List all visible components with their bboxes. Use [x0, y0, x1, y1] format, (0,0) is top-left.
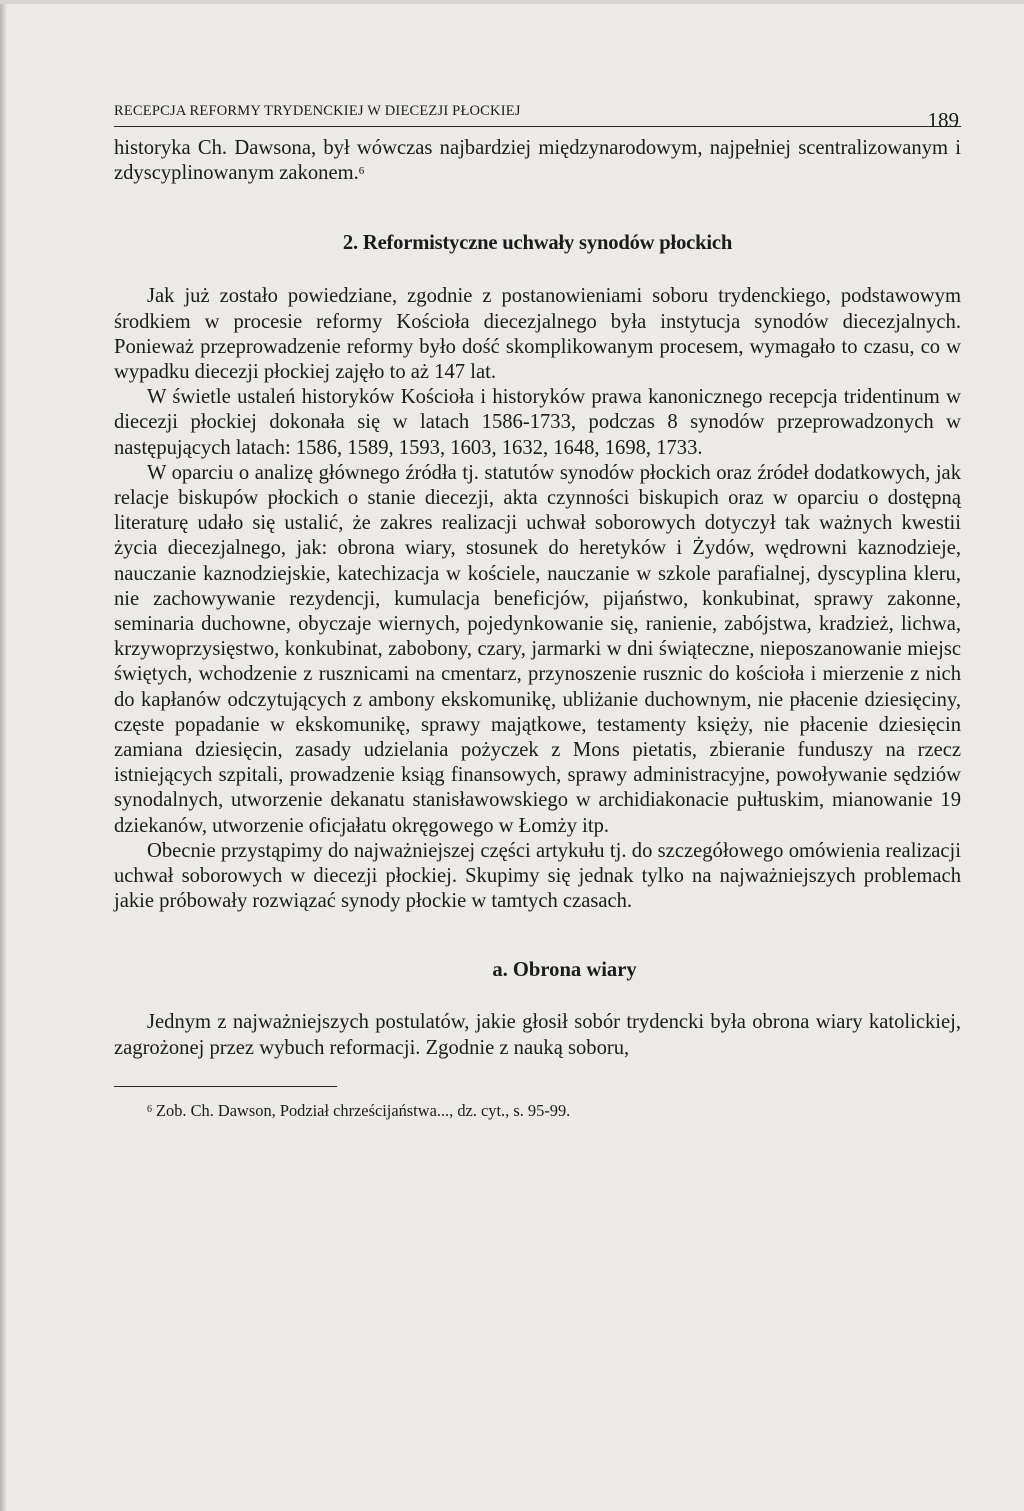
footnote-divider	[114, 1086, 337, 1087]
paragraph: W oparciu o analizę głównego źródła tj. statutów synodów płockich oraz źródeł dodatkowych, jak relacje biskupów płockich o stanie diecezji, akta czynności biskupich oraz w oparciu o dostępną literaturę udało się ustalić, że zakres realizacji uchwał soborowych dotyczył tak ważnych kwestii życia diecezjalnego, jak: obrona wiary, stosunek do heretyków i Żydów, wędrowni kaznodzieje, nauczanie kaznodziejskie, katechizacja w kościele, nauczanie w szkole parafialnej, dyscyplina kleru, nie zachowywanie rezydencji, kumulacja beneficjów, pijaństwo, konkubinat, sprawy zakonne, seminaria duchowne, obyczaje wiernych, pojedynkowanie się, ranienie, zabójstwa, kradzież, lichwa, krzywoprzysięstwo, konkubinat, zabobony, czary, jarmarki w dni świąteczne, nieposzanowanie miejsc świętych, wchodzenie z rusznicami na cmentarz, przynoszenie rusznic do kościoła i mierzenie z nich do kapłanów odczytujących z ambony ekskomunikę, ubliżanie duchownym, nie płacenie dziesięciny, częste popadanie w ekskomunikę, sprawy majątkowe, testamenty księży, nie płacenie dziesięcin zamiana dziesięcin, zasady udzielania pożyczek z Mons pietatis, zbieranie funduszy na rzecz istniejących szpitali, prowadzenie ksiąg finansowych, sprawy administracyjne, powoływanie sędziów synodalnych, utworzenie dekanatu stanisławowskiego w archidiakonacie pułtuskim, mianowanie 19 dziekanów, utworzenie oficjałatu okręgowego w Łomży itp.	[114, 461, 961, 837]
paragraph-intro	[114, 136, 961, 186]
subsection-heading: a. Obrona wiary	[492, 959, 637, 982]
paragraph: W świetle ustaleń historyków Kościoła i historyków prawa kanonicznego recepcja tridentinum w diecezji płockiej dokonała się w latach 1586-1733, podczas 8 synodów przeprowadzonych w następujących latach: 1586, 1589, 1593, 1603, 1632, 1648, 1698, 1733.	[114, 386, 961, 459]
running-header	[114, 90, 961, 132]
scan-edge	[0, 0, 6, 1511]
body-text	[114, 136, 961, 1061]
footnote-text: Zob. Ch. Dawson, Podział chrześcijaństwa..., dz. cyt., s. 95-99.	[156, 1100, 571, 1120]
footnote-reference: 6	[358, 165, 365, 178]
paragraph: Jednym z najważniejszych postulatów, jakie głosił sobór trydencki była obrona wiary katolickiej, zagrożonej przez wybuch reformacji. Zgodnie z nauką soboru,	[114, 1011, 961, 1059]
paragraph: Obecnie przystąpimy do najważniejszej części artykułu tj. do szczegółowego omówienia realizacji uchwał soborowych w diecezji płockiej. Skupimy się jednak tylko na najważniejszych problemach jakie próbowały rozwiązać synody płockie w tamtych czasach.	[114, 839, 961, 913]
scan-edge-top	[0, 0, 1024, 4]
book-page	[114, 90, 961, 1121]
footnote	[114, 1101, 961, 1121]
paragraph: Jak już zostało powiedziane, zgodnie z postanowieniami soboru trydenckiego, podstawowym środkiem w procesie reformy Kościoła diecezjalnego była instytucja synodów diecezjalnych. Ponieważ przeprowadzenie reformy było dość skomplikowanym procesem, wymagało to czasu, co w wypadku diecezji płockiej zajęło to aż 147 lat.	[114, 285, 961, 384]
running-title: RECEPCJA REFORMY TRYDENCKIEJ W DIECEZJI PŁOCKIEJ	[114, 103, 521, 119]
footnote-marker: 6	[147, 1103, 152, 1115]
page-number: 189	[927, 108, 959, 132]
paragraph-intro-text: historyka Ch. Dawsona, był wówczas najbardziej międzynarodowym, najpełniej scentralizowanym i zdyscyplinowanym zakonem.	[114, 137, 961, 185]
section-heading: 2. Reformistyczne uchwały synodów płockich	[342, 232, 733, 255]
